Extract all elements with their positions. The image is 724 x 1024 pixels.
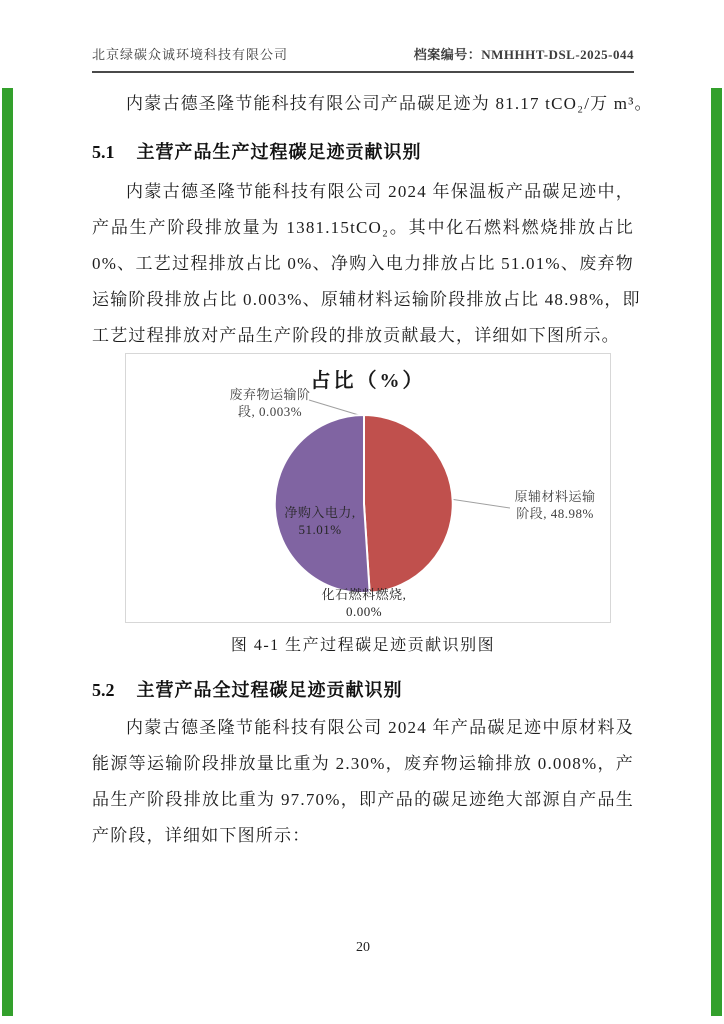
paragraph-line: 工艺过程排放对产品生产阶段的排放贡献最大，详细如下图所示。 [92, 326, 620, 345]
pie-label-raw-line2: 阶段, 48.98% [516, 506, 594, 521]
section-5-2-heading [92, 676, 634, 702]
pie-slice-raw-material [364, 415, 453, 593]
paragraph-line: 0%、工艺过程排放占比 0%、净购入电力排放占比 51.01%、废弃物 [92, 254, 634, 273]
paragraph-line: 内蒙古德圣隆节能科技有限公司 2024 年保温板产品碳足迹中， [126, 182, 634, 201]
section-5-2-title: 主营产品全过程碳足迹贡献识别 [136, 680, 403, 700]
pie-label-electricity-line2: 51.01% [298, 522, 342, 537]
page-number: 20 [356, 940, 370, 955]
left-edge-green-bar [2, 88, 13, 1016]
right-edge-green-bar [711, 88, 722, 1016]
page-header [92, 44, 634, 73]
paragraph-line: 能源等运输阶段排放量比重为 2.30%，废弃物运输排放 0.008%，产 [92, 754, 634, 773]
paragraph-line: 运输阶段排放占比 0.003%、原辅材料运输阶段排放占比 48.98%，即 [92, 290, 641, 309]
doc-number-value: NMHHHT-DSL-2025-044 [481, 47, 634, 62]
doc-number-label: 档案编号： [413, 47, 482, 62]
pie-label-electricity [282, 504, 358, 538]
pie-label-fossil-line2: 0.00% [345, 604, 383, 619]
section-5-2-paragraph [92, 710, 634, 854]
section-5-1-paragraph [92, 174, 641, 354]
intro-paragraph [92, 86, 653, 122]
intro-line: 内蒙古德圣隆节能科技有限公司产品碳足迹为 81.17 tCO₂/万 m³。 [126, 94, 653, 113]
pie-label-raw-line1: 原辅材料运输 [514, 489, 596, 504]
leader-line-raw-material [450, 499, 510, 508]
figure-caption: 图 4-1 生产过程碳足迹贡献识别图 [230, 637, 496, 654]
pie-label-waste-line2: 段, 0.003% [237, 404, 303, 419]
paragraph-line: 产阶段，详细如下图所示： [92, 826, 311, 845]
paragraph-line: 产品生产阶段排放量为 1381.15tCO₂。其中化石燃料燃烧排放占比 [92, 218, 634, 237]
pie-label-raw-material [510, 488, 600, 522]
pie-chart-figure [125, 353, 611, 623]
section-5-1-title: 主营产品生产过程碳足迹贡献识别 [136, 142, 422, 162]
pie-label-waste-line1: 废弃物运输阶 [229, 387, 311, 402]
header-doc-number [414, 44, 634, 63]
leader-line-waste [309, 400, 362, 416]
section-5-1-number: 5.1 [92, 142, 115, 162]
paragraph-line: 品生产阶段排放比重为 97.70%，即产品的碳足迹绝大部源自产品生 [92, 790, 634, 809]
section-5-2-number: 5.2 [92, 680, 115, 700]
pie-label-fossil [304, 586, 424, 620]
paragraph-line: 内蒙古德圣隆节能科技有限公司 2024 年产品碳足迹中原材料及 [126, 718, 634, 737]
section-5-1-heading [92, 138, 634, 164]
header-company-name: 北京绿碳众诚环境科技有限公司 [92, 47, 289, 62]
pie-label-electricity-line1: 净购入电力, [284, 505, 356, 520]
pie-label-waste [224, 386, 316, 420]
chart-title: 占比（%） [310, 370, 426, 392]
pie-label-fossil-line1: 化石燃料燃烧, [321, 587, 407, 602]
